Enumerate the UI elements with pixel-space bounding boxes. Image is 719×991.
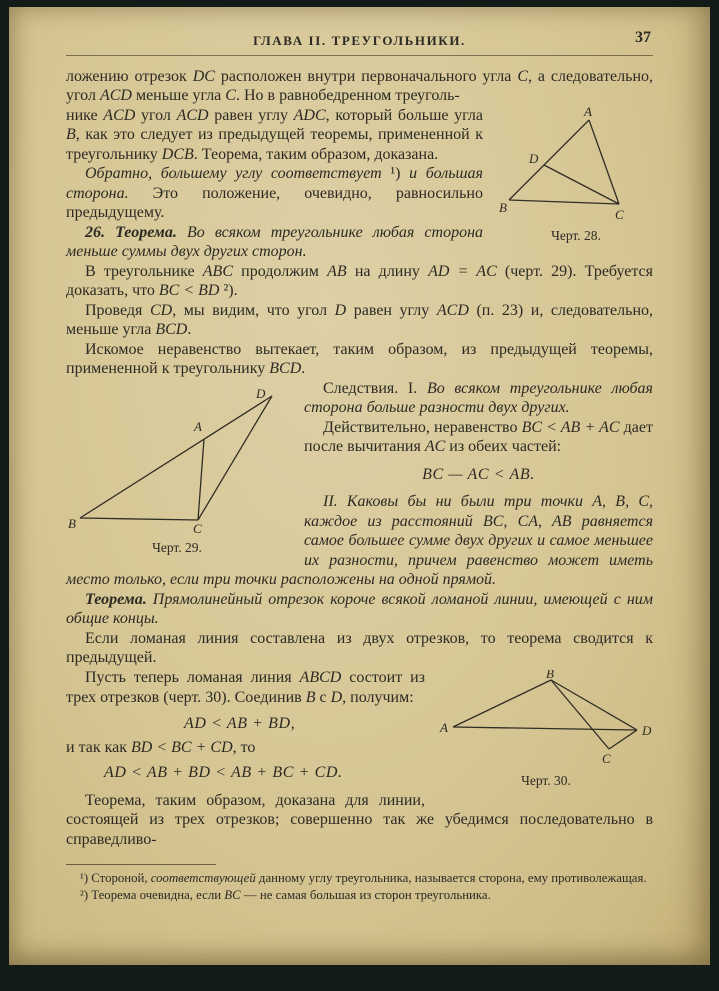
page-paper [9,7,710,965]
fig30-caption: Черт. 30. [521,772,571,788]
formula-bc-ac: BC — AC < AB. [422,465,535,483]
vertex-label-b: B [546,669,554,681]
vertex-label-c: C [193,520,202,534]
fig28-caption: Черт. 28. [551,228,601,244]
paragraph-07-corollary-1: Следствия. I. Во всяком треугольнике любая сторона больше разности двух других. [304,379,653,417]
vertex-label-a: A [440,719,448,735]
vertex-label-d: D [642,722,652,738]
paragraph-08: Действительно, неравенство BC < AB + AC дает после вычитания AC из обеих частей: [304,418,653,456]
paragraph-02: Обратно, большему углу соответствует ¹) и большая сторона. Это положение, очевидно, равносильно предыдущему. [66,165,483,222]
paragraph-05: Проведя CD, мы видим, что угол D равен углу ACD (п. 23) и, следовательно, меньше угла BCD. [66,301,654,339]
fig28-triangle-diagram [499,106,653,222]
paragraph-06: Искомое неравенство вытекает, таким образом, из предыдущей теоремы, примененной к треугольнику BCD. [66,340,653,378]
page-number: 37 [635,29,651,46]
footnote-2: ²) Теорема очевидна, если BC — не самая большая из сторон треугольника. [80,887,491,902]
chapter-title: ГЛАВА II. ТРЕУГОЛЬНИКИ. [253,33,466,48]
paragraph-12: Пусть теперь ломаная линия ABCD состоит из трех отрезков (черт. 30). Соединив B с D, получим: [66,668,425,706]
footnote-1: ¹) Стороной, соответствующей данному углу треугольника, называется сторона, ему противолежащая. [80,871,647,886]
paragraph-14: Теорема, таким образом, доказана для линии, состоящей из трех отрезков; совершенно так же убедимся последовательно в справедливо- [66,791,653,848]
fig29-caption: Черт. 29. [152,540,202,556]
paragraph-09-corollary-2: II. Каковы бы ни были три точки A, B, C, каждое из расстояний BC, CA, AB равняется самое большее сумме двух других и самое меньшее их разности, причем равенство может иметь место только, если три точки расположены на одной прямой. [66,493,654,589]
figure-30 [439,670,653,789]
vertex-label-a: A [194,418,202,434]
formula-ad-chain: AD < AB + BD < AB + BC + CD. [104,764,343,782]
paragraph-01b: нике ACD угол ACD равен углу ADC, который больше угла B, как это следует из предыдущей теоремы, примененной к треугольнику DCB. Теорема, таким образом, доказана. [66,106,484,163]
vertex-label-b: B [68,515,76,531]
footnote-separator [66,864,216,865]
fig29-triangle-diagram [66,384,288,534]
paragraph-03-theorem-26: 26. Теорема. Во всяком треугольнике любая сторона меньше суммы двух других сторон. [66,223,483,261]
footnotes-section [66,864,653,903]
vertex-label-a: A [584,105,592,119]
vertex-label-b: B [499,199,507,215]
fig30-broken-line-diagram [439,670,653,766]
figure-29 [66,384,288,557]
paragraph-11: Если ломаная линия составлена из двух отрезков, то теорема сводится к предыдущей. [66,629,653,667]
paragraph-13: и так как BD < BC + CD, то [66,738,256,756]
vertex-label-c: C [615,206,624,222]
paragraph-04: В треугольнике ABC продолжим AB на длину AD = AC (черт. 29). Требуется доказать, что BC < BD ²). [66,262,654,300]
header-rule [66,55,653,56]
page-content [9,7,710,903]
running-head [66,19,653,51]
vertex-label-d: D [529,150,539,166]
vertex-label-c: C [602,750,611,766]
vertex-label-d: D [256,385,266,401]
paragraph-10-theorem: Теорема. Прямолинейный отрезок короче всякой ломаной линии, имеющей с ним общие концы. [66,590,653,628]
paragraph-01a: ложению отрезок DC расположен внутри первоначального угла C, а следовательно, угол ACD меньше угла C. Но в равнобедренном треуголь- [66,67,654,105]
figure-28 [499,106,653,245]
formula-ad-ab-bd: AD < AB + BD, [184,715,296,733]
